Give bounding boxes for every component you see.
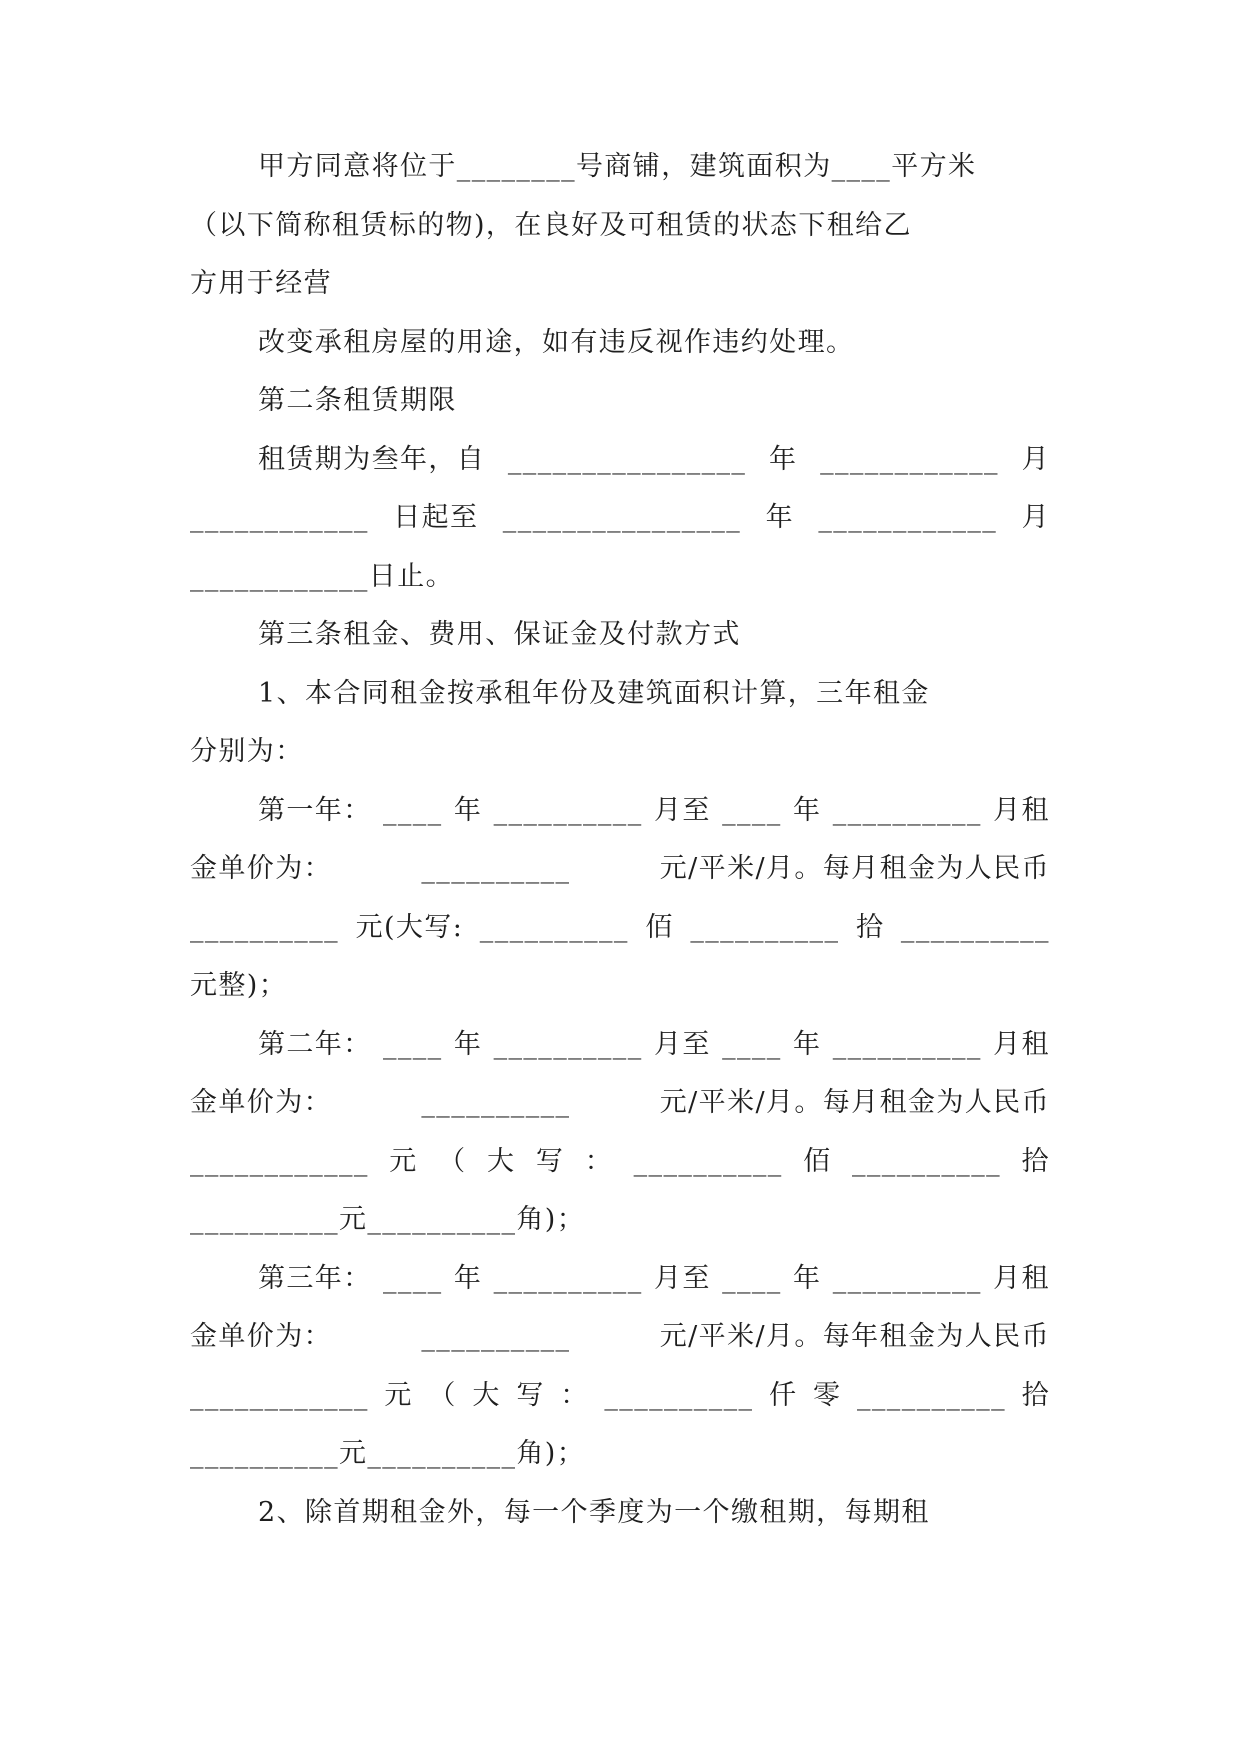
term-text: 租赁期为叁年，自 bbox=[258, 443, 486, 475]
paren-text: （ bbox=[438, 1145, 467, 1177]
year2-line-2 bbox=[190, 1074, 1050, 1133]
month-rent-text: 月租 bbox=[993, 794, 1050, 826]
blank-field: __________ bbox=[633, 1145, 783, 1177]
paren-text: （ bbox=[428, 1379, 457, 1411]
blank-field: __________ bbox=[421, 1087, 571, 1118]
term-line-2 bbox=[190, 489, 1050, 548]
item1-line-2: 分别为： bbox=[190, 736, 304, 767]
blank-field: __________ bbox=[832, 794, 982, 826]
unit-price-label: 金单价为： bbox=[190, 853, 332, 884]
year-text: 年 bbox=[793, 1262, 822, 1294]
blank-field: __________ bbox=[493, 794, 643, 826]
monthly-rent-text: 元/平米/月。每月租金为人民币 bbox=[659, 1087, 1050, 1118]
term-text: 年 bbox=[768, 443, 798, 475]
year-text: 年 bbox=[453, 1028, 483, 1060]
blank-field: ____ bbox=[722, 1262, 782, 1294]
blank-field: __________ bbox=[857, 1379, 1006, 1411]
year-text: 年 bbox=[453, 1262, 483, 1294]
year1-line-3 bbox=[190, 899, 1050, 958]
year1-line-1 bbox=[190, 782, 1050, 841]
yuan-text: 元 bbox=[384, 1379, 413, 1411]
paragraph-year-1 bbox=[190, 782, 1050, 1016]
paragraph-usage: 改变承租房屋的用途，如有违反视作违约处理。 bbox=[258, 326, 855, 358]
paragraph-year-2 bbox=[190, 1016, 1050, 1250]
blank-field: __________ bbox=[421, 853, 571, 884]
blank-field: ________________ bbox=[502, 502, 742, 533]
amount-words-label: 元(大写: bbox=[355, 911, 464, 943]
month-to-text: 月至 bbox=[653, 794, 711, 826]
blank-field: ____ bbox=[722, 794, 782, 826]
blank-field: __________ bbox=[479, 911, 629, 943]
blank-field: __________ bbox=[493, 1028, 643, 1060]
year3-line-3 bbox=[190, 1367, 1050, 1426]
month-rent-text: 月租 bbox=[993, 1262, 1050, 1294]
year-text: 年 bbox=[453, 794, 483, 826]
term-text: 月 bbox=[1021, 443, 1050, 475]
premises-line-3: 方用于经营 bbox=[190, 268, 332, 299]
premises-line-2: （以下简称租赁标的物)，在良好及可租赁的状态下租给乙 bbox=[190, 209, 912, 241]
month-rent-text: 月租 bbox=[993, 1028, 1050, 1060]
words-char: 大 bbox=[487, 1145, 516, 1177]
year2-label: 第二年： bbox=[258, 1028, 372, 1060]
heading-article-2: 第二条租赁期限 bbox=[258, 385, 457, 416]
blank-field: ____________ bbox=[190, 1379, 369, 1411]
blank-field: ____ bbox=[382, 1028, 443, 1060]
blank-field: __________ bbox=[852, 1145, 1001, 1177]
blank-field: ____ bbox=[382, 1262, 443, 1294]
blank-field: __________ bbox=[832, 1028, 982, 1060]
words-char: 写 bbox=[516, 1379, 545, 1411]
year-text: 年 bbox=[793, 794, 822, 826]
heading-article-3: 第三条租金、费用、保证金及付款方式 bbox=[258, 619, 741, 650]
term-line-1 bbox=[190, 431, 1050, 490]
yearly-rent-text: 元/平米/月。每年租金为人民币 bbox=[659, 1321, 1050, 1352]
yuan-text: 元 bbox=[389, 1145, 418, 1177]
contract-page bbox=[190, 138, 1050, 1542]
year-text: 年 bbox=[793, 1028, 822, 1060]
term-line-3: ____________日止。 bbox=[190, 560, 454, 592]
year3-line-2 bbox=[190, 1308, 1050, 1367]
term-text: 月 bbox=[1021, 502, 1050, 533]
year2-line-3 bbox=[190, 1133, 1050, 1192]
blank-field: __________ bbox=[604, 1379, 754, 1411]
blank-field: ____________ bbox=[190, 502, 369, 533]
paragraph-item-2: 2、除首期租金外，每一个季度为一个缴租期，每期租 bbox=[258, 1496, 930, 1528]
year3-line-4: __________元__________角)； bbox=[190, 1438, 586, 1469]
blank-field: __________ bbox=[900, 911, 1050, 943]
blank-field: ____________ bbox=[818, 502, 998, 533]
premises-line-1: 甲方同意将位于________号商铺，建筑面积为____平方米 bbox=[258, 151, 977, 182]
paragraph-lease-term bbox=[190, 431, 1050, 607]
hundred-text: 佰 bbox=[803, 1145, 832, 1177]
blank-field: __________ bbox=[832, 1262, 982, 1294]
year1-label: 第一年： bbox=[258, 794, 372, 826]
ten-text: 拾 bbox=[855, 911, 885, 943]
colon-text: ： bbox=[560, 1379, 589, 1411]
year1-line-4: 元整)； bbox=[190, 970, 288, 1001]
blank-field: __________ bbox=[190, 911, 339, 943]
paragraph-item-1 bbox=[190, 665, 1050, 782]
year1-line-2 bbox=[190, 840, 1050, 899]
blank-field: __________ bbox=[493, 1262, 643, 1294]
year3-line-1 bbox=[190, 1250, 1050, 1309]
unit-price-label: 金单价为： bbox=[190, 1321, 332, 1352]
ten-text: 拾 bbox=[1021, 1145, 1050, 1177]
blank-field: ____ bbox=[722, 1028, 782, 1060]
ten-text: 拾 bbox=[1021, 1379, 1050, 1411]
blank-field: ____ bbox=[382, 794, 443, 826]
paragraph-premises bbox=[190, 138, 1050, 314]
zero-text: 零 bbox=[813, 1379, 842, 1411]
monthly-rent-text: 元/平米/月。每月租金为人民币 bbox=[659, 853, 1050, 884]
unit-price-label: 金单价为： bbox=[190, 1087, 332, 1118]
year2-line-1 bbox=[190, 1016, 1050, 1075]
term-text: 年 bbox=[765, 502, 794, 533]
blank-field: __________ bbox=[690, 911, 840, 943]
blank-field: ________________ bbox=[507, 443, 747, 475]
blank-field: __________ bbox=[421, 1321, 571, 1352]
item1-line-1: 1、本合同租金按承租年份及建筑面积计算，三年租金 bbox=[258, 677, 930, 709]
blank-field: ____________ bbox=[820, 443, 999, 475]
year3-label: 第三年： bbox=[258, 1262, 372, 1294]
hundred-text: 佰 bbox=[645, 911, 674, 943]
paragraph-year-3 bbox=[190, 1250, 1050, 1484]
blank-field: ____________ bbox=[190, 1145, 369, 1177]
words-char: 大 bbox=[472, 1379, 501, 1411]
colon-text: ： bbox=[584, 1145, 614, 1177]
term-text: 日起至 bbox=[393, 502, 479, 533]
thousand-text: 仟 bbox=[769, 1379, 798, 1411]
month-to-text: 月至 bbox=[653, 1262, 711, 1294]
year2-line-4: __________元__________角)； bbox=[190, 1204, 586, 1235]
words-char: 写 bbox=[535, 1145, 565, 1177]
month-to-text: 月至 bbox=[653, 1028, 711, 1060]
